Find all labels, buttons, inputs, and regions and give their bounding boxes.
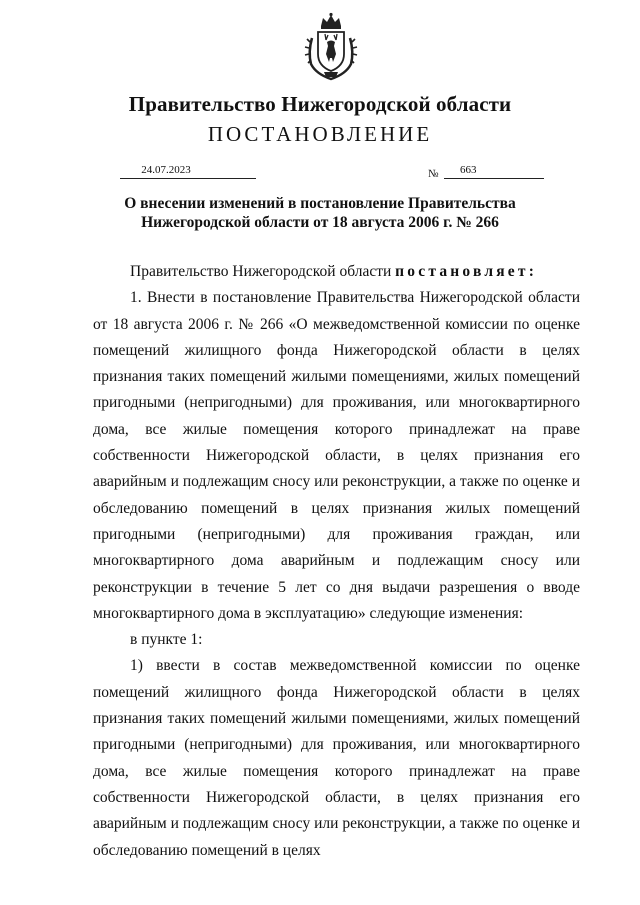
- number-label: №: [428, 168, 439, 180]
- subject-line-1: О внесении изменений в постановление Правительства: [124, 195, 516, 212]
- number-value: 663: [460, 164, 477, 176]
- date-field: [120, 164, 256, 179]
- document-type: ПОСТАНОВЛЕНИЕ: [207, 122, 433, 146]
- subject-line-2: Нижегородской области от 18 августа 2006 г. № 266: [141, 214, 499, 231]
- paragraph-2: в пункте 1:: [130, 631, 203, 649]
- number-field: [444, 164, 544, 179]
- intro-lead: Правительство Нижегородской области: [130, 263, 396, 280]
- document-body: [93, 259, 580, 864]
- date-value: 24.07.2023: [141, 164, 191, 176]
- paragraph-3: 1) ввести в состав межведомственной комиссии по оценке помещений жилищного фонда Нижегородской области в целях признания таких помещений жилыми помещениями, жилых помещений пригодными (непригодными) для проживания, или многоквартирного дома, все жилые помещения которого принадлежат на праве собственности Нижегородской области, в целях признания его аварийным и подлежащим сносу или реконструкции, а также по оценке и обследованию помещений в целях: [93, 657, 580, 859]
- document-subject: [0, 194, 640, 232]
- government-title: Правительство Нижегородской области: [128, 92, 512, 116]
- intro-paragraph: [93, 259, 580, 285]
- coat-of-arms-icon: [302, 12, 360, 82]
- intro-decree-word: постановляет:: [395, 263, 538, 280]
- paragraph-1: 1. Внести в постановление Правительства Нижегородской области от 18 августа 2006 г. № 266 «О межведомственной комиссии по оценке помещений жилищного фонда Нижегородской области в целях признания таких помещений жилыми помещениями, жилых помещений пригодными (непригодными) для проживания, или многоквартирного дома, все жилые помещения которого принадлежат на праве собственности Нижегородской области, в целях признания его аварийным и подлежащим сносу или реконструкции, а также по оценке и обследованию помещений в целях признания жилых помещений пригодными (непригодными) для проживания граждан, или многоквартирного дома аварийным и подлежащим сносу или реконструкции в течение 5 лет со дня выдачи разрешения о вводе многоквартирного дома в эксплуатацию» следующие изменения:: [93, 289, 580, 622]
